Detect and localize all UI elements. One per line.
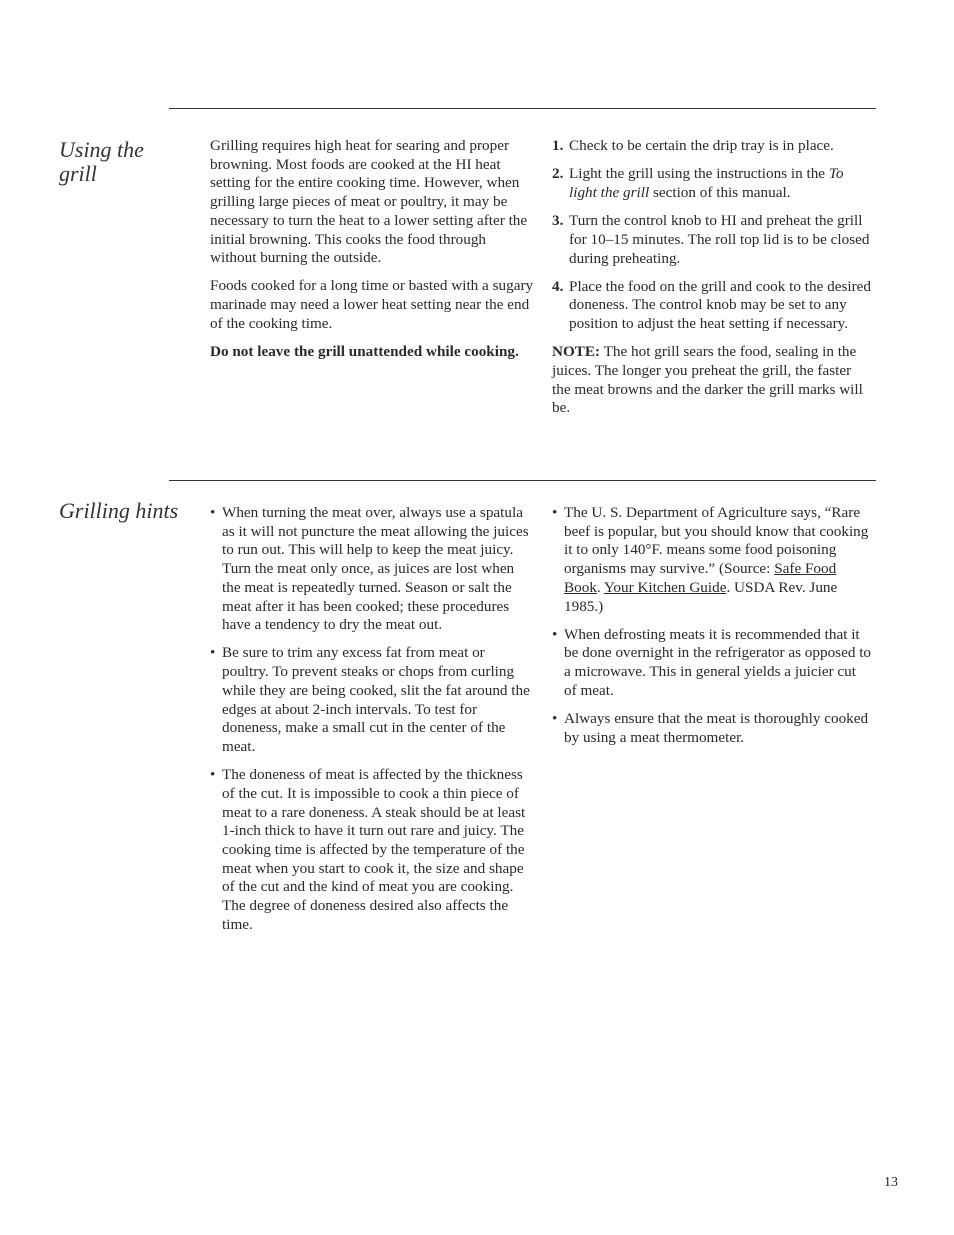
- unattended-warning: Do not leave the grill unattended while cooking.: [210, 343, 519, 361]
- bullet-marker: •: [210, 504, 216, 521]
- step-text-part: section of this manual.: [649, 183, 791, 201]
- source-your-kitchen-guide: Your Kitchen Guide: [603, 578, 727, 596]
- section-heading-using-the-grill: Using the grill: [59, 137, 144, 186]
- step-2: [552, 165, 872, 202]
- hint-text-part: .: [596, 578, 604, 596]
- using-grill-intro-column: [210, 137, 535, 371]
- step-text: [569, 165, 872, 202]
- note-text: The hot grill sears the food, sealing in the juices. The longer you preheat the grill, the faster the meat browns and the darker the grill marks will be.: [552, 343, 863, 417]
- hint-item: [210, 504, 535, 635]
- hint-item: [552, 626, 872, 701]
- step-number: 1.: [552, 137, 564, 154]
- hint-text-part: . USDA Rev. June 1985.): [564, 578, 838, 615]
- step-text-part: Light the grill using the instructions in the: [569, 165, 829, 183]
- section-divider-top: [169, 108, 876, 109]
- hint-text: Be sure to trim any excess fat from meat or poultry. To prevent steaks or chops from curling while they are being cooked, slit the fat around the edges at about 2-inch intervals. To test for doneness, make a small cut in the center of the meat.: [222, 644, 530, 755]
- source-safe-food-book: Safe Food Book: [564, 560, 837, 596]
- step-text: Place the food on the grill and cook to the desired doneness. The control knob may be set to any position to adjust the heat setting if necessary.: [569, 277, 871, 333]
- page-number: 13: [884, 1175, 898, 1190]
- hint-item: [210, 766, 535, 934]
- section-divider-middle: [169, 480, 876, 481]
- bullet-marker: •: [210, 766, 216, 784]
- step-text: Check to be certain the drip tray is in place.: [569, 137, 834, 154]
- using-grill-steps-column: [552, 137, 872, 428]
- intro-paragraph-2: Foods cooked for a long time or basted with a sugary marinade may need a lower heat setting near the end of the cooking time.: [210, 277, 534, 332]
- hints-left-column: [210, 504, 535, 944]
- grill-note: [552, 343, 872, 418]
- hint-item: [552, 710, 872, 747]
- hint-text: When turning the meat over, always use a spatula as it will not puncture the meat allowing the juices to run out. This will help to keep the meat juicy. Turn the meat only once, as juices are lost when the meat is repeatedly turned. Season or salt the meat after it has been cooked; these procedures have a tendency to dry the meat out.: [222, 504, 529, 634]
- bullet-marker: •: [552, 625, 558, 643]
- hint-text-part: The U. S. Department of Agriculture says, “Rare beef is popular, but you should know that cooking it to only 140°F. means some food poisoning organisms may survive.” (Source:: [564, 504, 869, 578]
- step-3: [552, 212, 872, 268]
- step-text: Turn the control knob to HI and preheat the grill for 10–15 minutes. The roll top lid is to be closed during preheating.: [569, 212, 870, 267]
- hint-text: When defrosting meats it is recommended that it be done overnight in the refrigerator as opposed to a microwave. This in general yields a juicier cut of meat.: [564, 625, 872, 699]
- hint-item: [210, 644, 535, 756]
- step-1: [552, 137, 872, 156]
- bullet-marker: •: [552, 710, 558, 728]
- step-4: [552, 278, 872, 334]
- hint-text: Always ensure that the meat is thoroughly cooked by using a meat thermometer.: [564, 710, 869, 746]
- hint-item-usda: [552, 504, 872, 616]
- step-number: 4.: [552, 277, 564, 295]
- hint-text: [564, 504, 872, 616]
- hint-text: The doneness of meat is affected by the thickness of the cut. It is impossible to cook a thin piece of meat to a rare doneness. A steak should be at least 1-inch thick to have it turn out rare and juicy. The cooking time is affected by the temperature of the meat when you start to cook it, the size and shape of the cut and the kind of meat you are cooking. The degree of doneness desired also affects the time.: [222, 766, 526, 933]
- hints-right-column: [552, 504, 872, 757]
- bullet-marker: •: [552, 504, 558, 521]
- note-label: NOTE:: [552, 343, 601, 361]
- section-reference: To light the grill: [569, 165, 844, 201]
- intro-paragraph-1: Grilling requires high heat for searing and proper browning. Most foods are cooked at the HI heat setting for the entire cooking time. However, when grilling large pieces of meat or poultry, it may be necessary to turn the heat to a lower setting after the initial browning. This cooks the food through without burning the outside.: [210, 137, 528, 267]
- section-heading-grilling-hints: Grilling hints: [59, 498, 179, 523]
- step-number: 3.: [552, 212, 564, 230]
- step-number: 2.: [552, 165, 564, 183]
- bullet-marker: •: [210, 644, 216, 662]
